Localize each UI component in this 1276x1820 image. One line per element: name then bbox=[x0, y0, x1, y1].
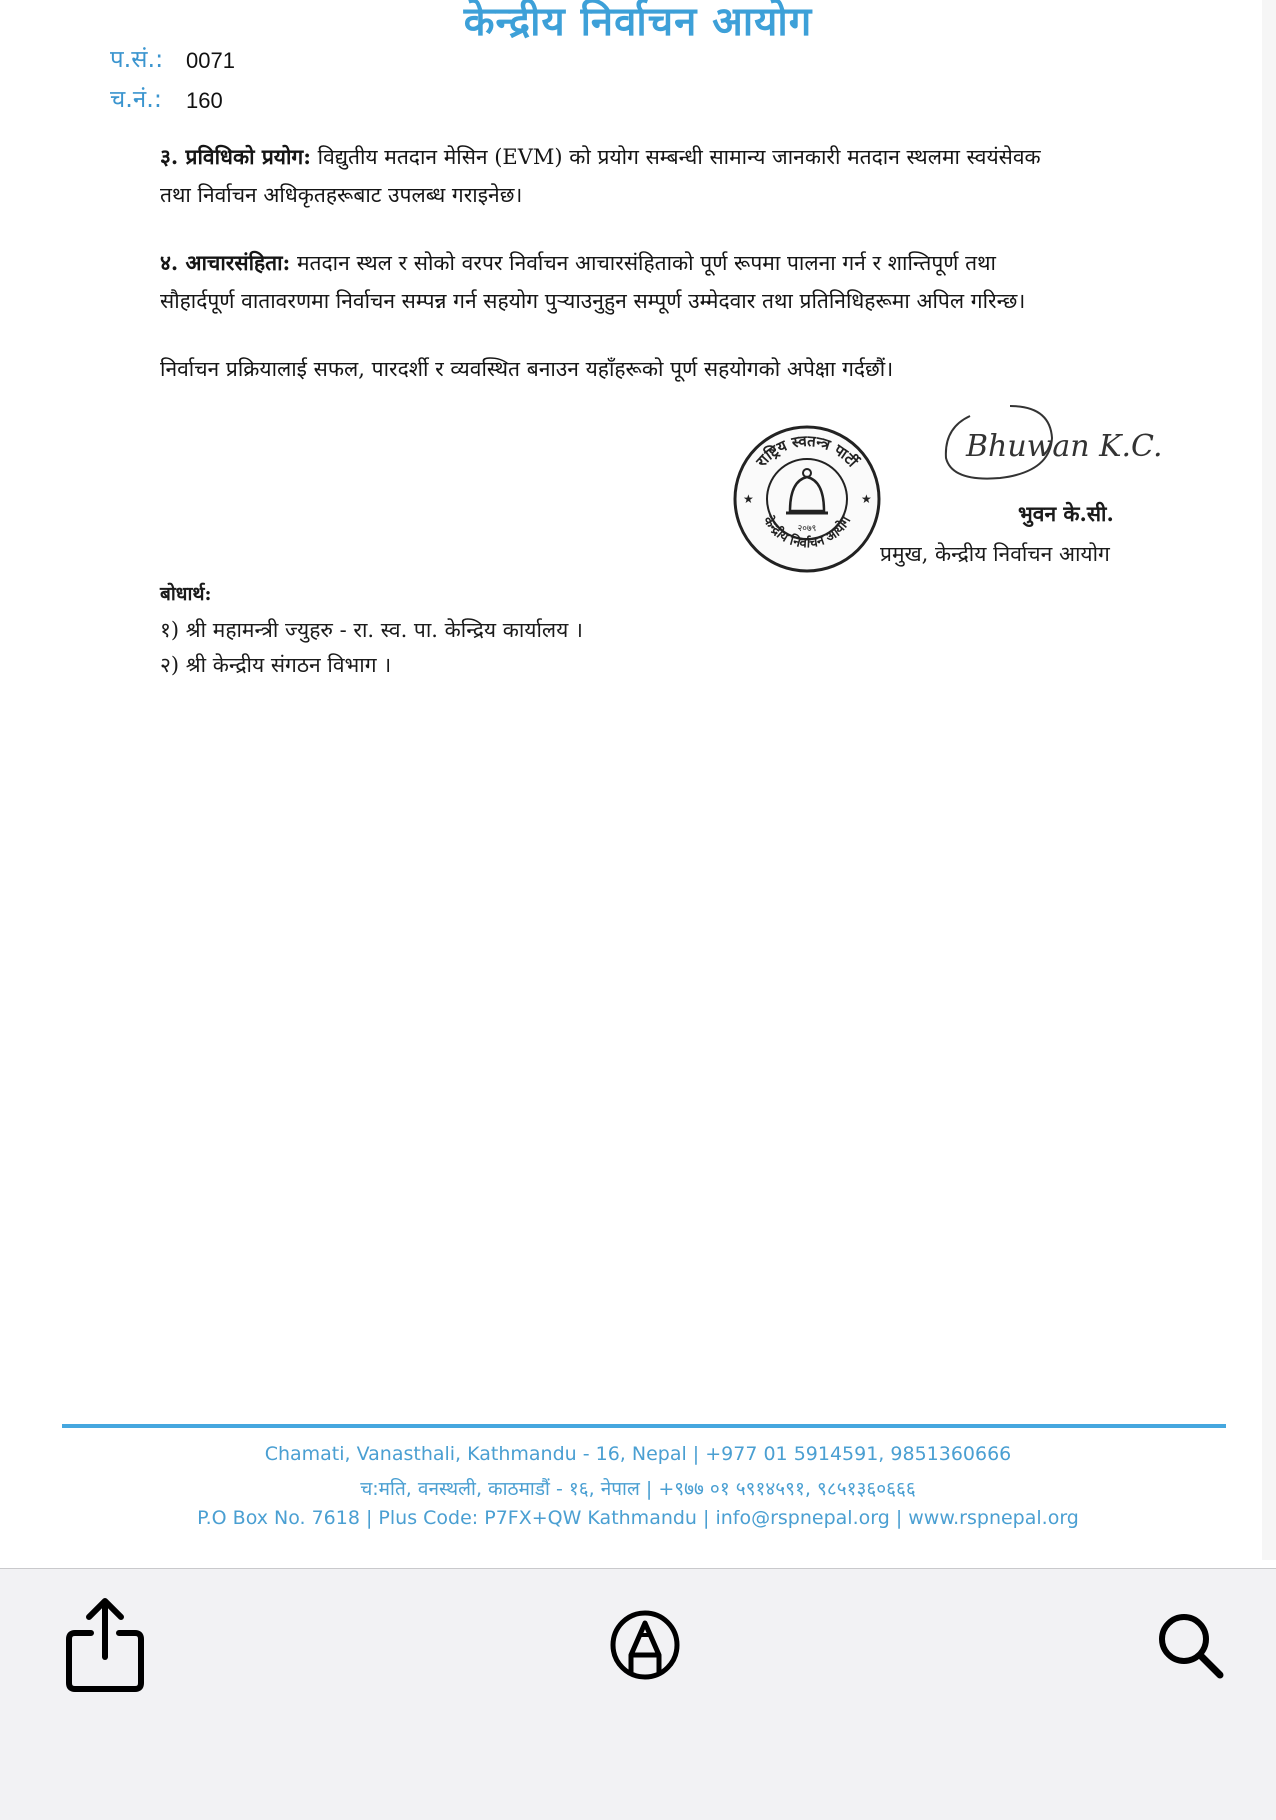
signer-title: प्रमुख, केन्द्रीय निर्वाचन आयोग bbox=[880, 542, 1110, 566]
paragraph-heading: ३. प्रविधिको प्रयोग: bbox=[160, 144, 311, 169]
seal-text-top: राष्ट्रिय स्वतन्त्र पार्टी bbox=[752, 431, 862, 471]
seal-year: २०७९ bbox=[797, 524, 817, 534]
signer-name: भुवन के.सी. bbox=[1018, 501, 1114, 526]
paragraph-heading: ४. आचारसंहिता: bbox=[160, 250, 291, 275]
party-seal-stamp bbox=[730, 423, 884, 575]
cc-list-item: १) श्री महामन्त्री ज्युहरु - रा. स्व. पा. केन्द्रिय कार्यालय । bbox=[160, 618, 583, 642]
paragraph-text: तथा निर्वाचन अधिकृतहरूबाट उपलब्ध गराइनेछ। bbox=[160, 183, 523, 207]
seal-star-left: ★ bbox=[743, 492, 754, 506]
share-icon bbox=[65, 1597, 145, 1693]
closing-line: निर्वाचन प्रक्रियालाई सफल, पारदर्शी र व्यवस्थित बनाउन यहाँहरूको पूर्ण सहयोगको अपेक्षा गर्दछौं। bbox=[160, 357, 894, 381]
page-edge bbox=[1262, 0, 1276, 1560]
paragraph-text: मतदान स्थल र सोको वरपर निर्वाचन आचारसंहिताको पूर्ण रूपमा पालना गर्न र शान्तिपूर्ण तथा bbox=[290, 251, 996, 275]
seal-star-right: ★ bbox=[861, 492, 872, 506]
ref-number-value: 0071 bbox=[186, 48, 235, 73]
footer-contact-info: P.O Box No. 7618 | Plus Code: P7FX+QW Kathmandu | info@rspnepal.org | www.rspnepal.org bbox=[197, 1507, 1079, 1529]
signature-text: Bhuwan K.C. bbox=[966, 429, 1163, 464]
cc-heading: बोधार्थ: bbox=[160, 583, 212, 605]
signature bbox=[940, 398, 1163, 493]
dispatch-number-value: 160 bbox=[186, 88, 223, 113]
footer-address-nepali: च:मति, वनस्थली, काठमाडौं - १६, नेपाल | +९७७ ०१ ५९१४५९१, ९८५१३६०६६६ bbox=[360, 1478, 916, 1500]
letterhead-title: केन्द्रीय निर्वाचन आयोग bbox=[463, 0, 813, 45]
search-button[interactable] bbox=[1140, 1595, 1240, 1695]
bottom-toolbar bbox=[0, 1568, 1276, 1820]
paragraph-code-of-conduct bbox=[160, 244, 1120, 320]
footer-divider bbox=[62, 1424, 1226, 1428]
dispatch-number-label: च.नं.: bbox=[110, 85, 162, 113]
markup-icon bbox=[609, 1609, 681, 1681]
markup-button[interactable] bbox=[595, 1595, 695, 1695]
footer-address-english: Chamati, Vanasthali, Kathmandu - 16, Nepal | +977 01 5914591, 9851360666 bbox=[264, 1443, 1012, 1465]
ref-number-label: प.सं.: bbox=[110, 45, 164, 73]
paragraph-text: विद्युतीय मतदान मेसिन (EVM) को प्रयोग सम्बन्धी सामान्य जानकारी मतदान स्थलमा स्वयंसेवक bbox=[310, 145, 1041, 169]
paragraph-text: सौहार्दपूर्ण वातावरणमा निर्वाचन सम्पन्न गर्न सहयोग पुऱ्याउनुहुन सम्पूर्ण उम्मेदवार तथा प्रतिनिधिहरूमा अपिल गरिन्छ। bbox=[160, 289, 1026, 313]
cc-list-item: २) श्री केन्द्रीय संगठन विभाग । bbox=[160, 653, 392, 677]
search-icon bbox=[1154, 1609, 1226, 1681]
paragraph-technology-use bbox=[160, 138, 1120, 214]
seal-text-bottom: केन्द्रीय निर्वाचन आयोग bbox=[759, 513, 855, 552]
share-button[interactable] bbox=[55, 1595, 155, 1695]
